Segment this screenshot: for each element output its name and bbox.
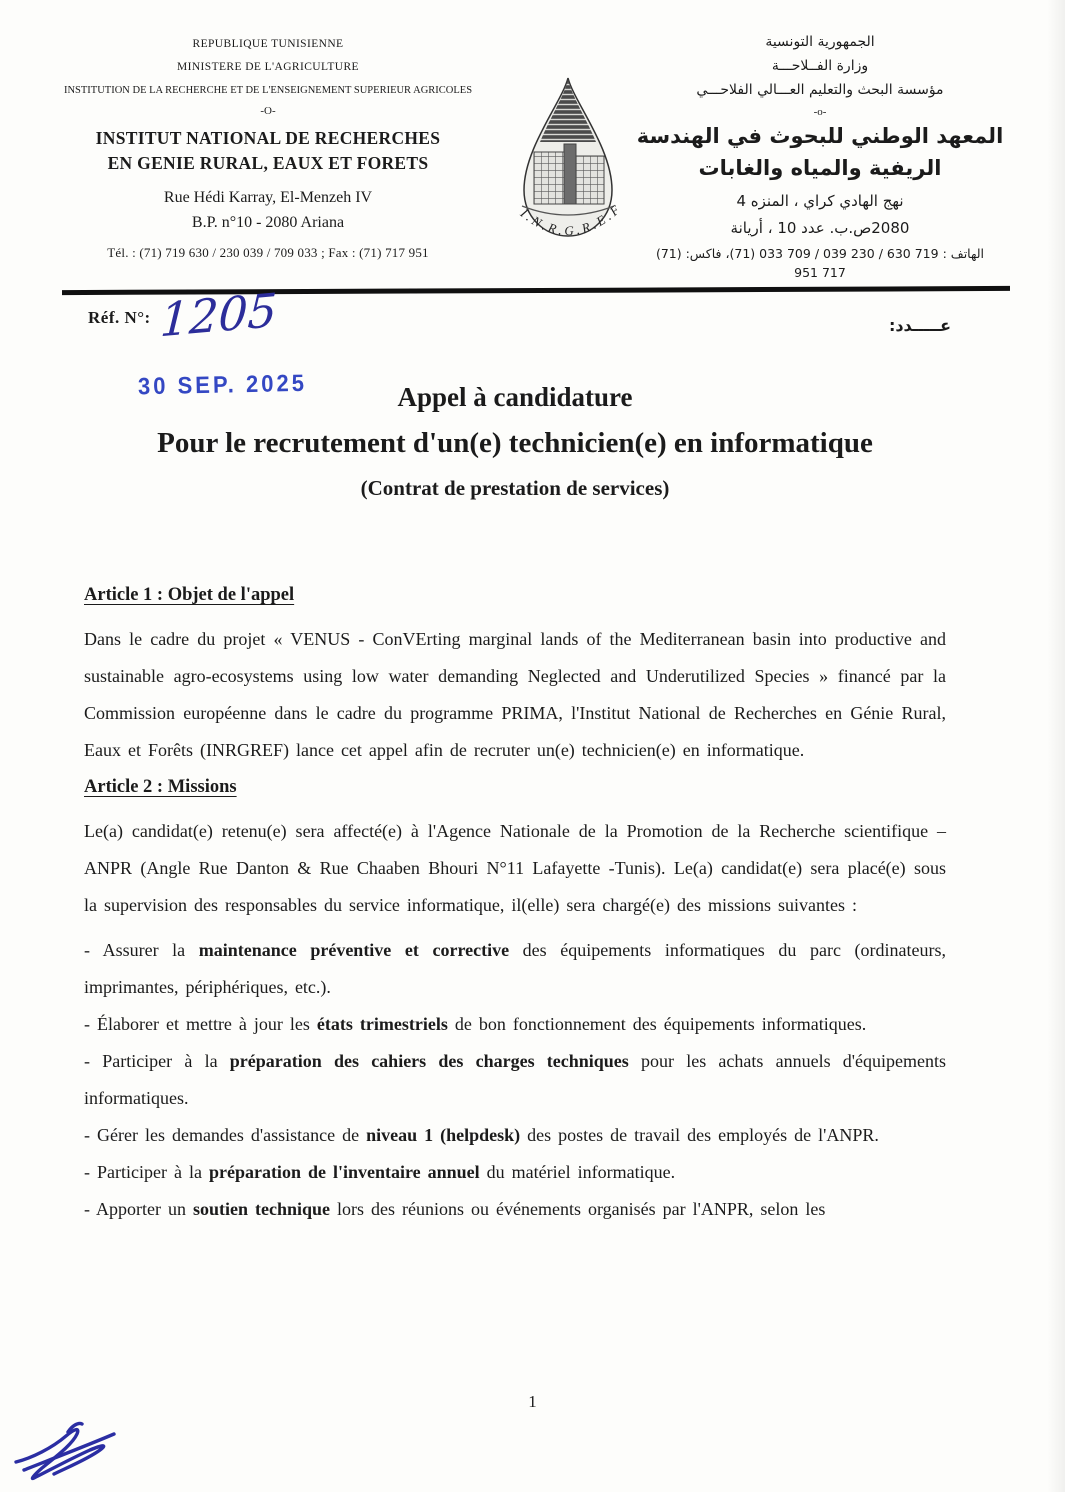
contract-type: (Contrat de prestation de services) xyxy=(360,476,670,500)
institute-name-ar-line2: الريفية والمياه والغابات xyxy=(698,156,942,180)
ref-label-arabic: عـــــدد: xyxy=(888,316,952,335)
letterhead-arabic xyxy=(610,34,1030,282)
institute-name-ar-line1: المعهد الوطني للبحوث في الهندسة xyxy=(636,124,1004,148)
address-line2: B.P. n°10 - 2080 Ariana xyxy=(191,213,345,231)
mission-item: - Assurer la maintenance préventive et corrective des équipements informatiques du parc (ordinateurs, imprimantes, périphériques, etc.). xyxy=(84,940,946,997)
letterhead-french xyxy=(52,38,484,261)
mission-item: - Apporter un soutien technique lors des réunions ou événements organisés par l'ANPR, selon les xyxy=(84,1199,826,1219)
document-subtitle: Pour le recrutement d'un(e) technicien(e) en informatique xyxy=(157,427,873,459)
signature-paraph xyxy=(10,1418,135,1490)
mission-item: - Gérer les demandes d'assistance de niveau 1 (helpdesk) des postes de travail des employés de l'ANPR. xyxy=(84,1125,879,1145)
mission-item: - Participer à la préparation des cahiers des charges techniques pour les achats annuels d'équipements informatiques. xyxy=(84,1051,947,1108)
institution-line: INSTITUTION DE LA RECHERCHE ET DE L'ENSEIGNEMENT SUPERIEUR AGRICOLES xyxy=(63,85,473,96)
address-ar-line2: 2080ص.ب. عدد 10 ، أريانة xyxy=(730,219,910,237)
address-line1: Rue Hédi Karray, El-Menzeh IV xyxy=(163,188,373,206)
institute-name-line1: INSTITUT NATIONAL DE RECHERCHES xyxy=(95,127,441,148)
republic-line-ar: الجمهورية التونسية xyxy=(765,34,875,50)
separator-mark: -O- xyxy=(260,104,276,117)
logo-letters: I . N . R . G . R . E . F xyxy=(517,202,623,239)
handwritten-ref-number: 1205 xyxy=(158,282,279,348)
article1-heading: Article 1 : Objet de l'appel xyxy=(84,585,295,605)
document-title: Appel à candidature xyxy=(397,382,633,412)
address-ar-line1: نهج الهادي كراي ، المنزه 4 xyxy=(736,192,904,210)
phone-fax-ar-line1: الهاتف : 719 630 / 230 039 / 709 033 (71)، فاكس: (71) xyxy=(655,246,985,261)
ministry-line: MINISTERE DE L'AGRICULTURE xyxy=(177,61,359,73)
institution-line-ar: مؤسسة البحث والتعليم العـــالي الفلاحـــي xyxy=(696,82,944,98)
article2-intro: Le(a) candidat(e) retenu(e) sera affecté(e) à l'Agence Nationale de la Promotion de la Recherche scientifique – ANPR (Angle Rue Danton & Rue Chaaben Bhouri N°11 Lafayette -Tunis). Le(a) candidat(e) sera placé(e) sous la supervision des responsables du service informatique, il(elle) sera chargé(e) des missions suivantes : xyxy=(84,821,946,915)
article1-paragraph: Dans le cadre du projet « VENUS - ConVErting marginal lands of the Mediterranean basin into productive and sustainable agro-ecosystems using low water demanding Neglected and Underutilized Species » financé par la Commission européenne dans le cadre du programme PRIMA, l'Institut National de Recherches en Génie Rural, Eaux et Forêts (INRGREF) lance cet appel afin de recruter un(e) technicien(e) en informatique. xyxy=(84,629,946,760)
phone-fax-line: Tél. : (71) 719 630 / 230 039 / 709 033 ; Fax : (71) 717 951 xyxy=(107,244,429,260)
mission-item: - Participer à la préparation de l'inventaire annuel du matériel informatique. xyxy=(84,1162,676,1182)
document-body xyxy=(84,585,946,1228)
mission-item: - Élaborer et mettre à jour les états trimestriels de bon fonctionnement des équipements informatiques. xyxy=(84,1014,867,1034)
phone-fax-ar-line2: 717 951 xyxy=(794,265,846,280)
republic-line: REPUBLIQUE TUNISIENNE xyxy=(192,38,344,50)
ministry-line-ar: وزارة الفــلاحـــة xyxy=(771,58,869,74)
separator-mark-ar: -o- xyxy=(813,106,827,118)
ref-label: Réf. N°: xyxy=(88,308,151,327)
article2-heading: Article 2 : Missions xyxy=(84,777,237,797)
page-number: 1 xyxy=(528,1392,537,1411)
date-stamp: 30 SEP. 2025 xyxy=(137,369,308,400)
institute-name-line2: EN GENIE RURAL, EAUX ET FORETS xyxy=(107,152,429,173)
